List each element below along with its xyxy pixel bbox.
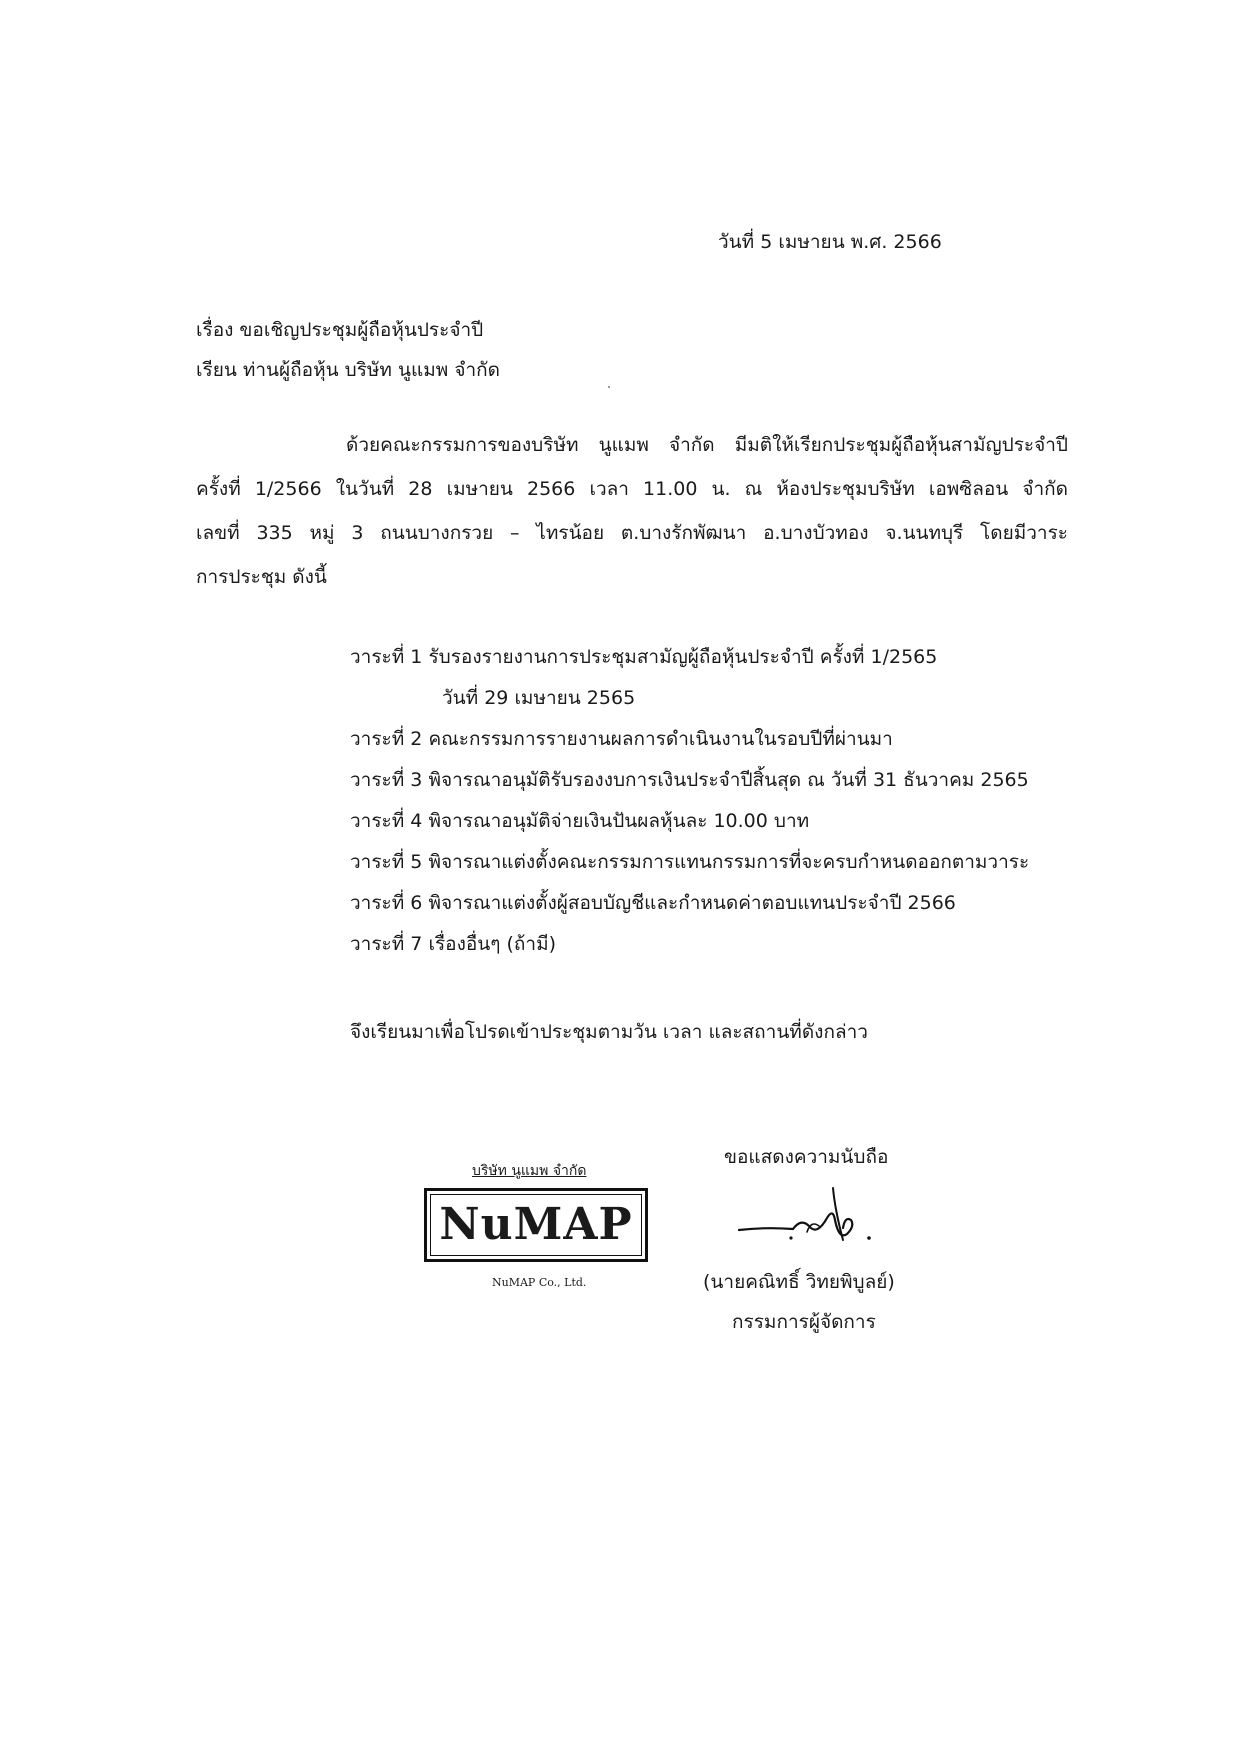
agenda-key: วาระที่ 5	[350, 851, 423, 873]
body-line: การประชุม ดังนี้	[196, 566, 327, 588]
body-paragraph	[196, 433, 1068, 609]
agenda-item	[350, 932, 1029, 973]
agenda-item	[350, 809, 1029, 850]
body-line: ด้วยคณะกรรมการของบริษัท นูแมพ จำกัด มีมติให้เรียกประชุมผู้ถือหุ้นสามัญประจำปี	[346, 434, 1068, 456]
letter-date: วันที่ 5 เมษายน พ.ศ. 2566	[718, 231, 942, 253]
agenda-item	[350, 850, 1029, 891]
agenda-key: วาระที่ 7	[350, 933, 423, 955]
company-stamp-title: บริษัท นูแมพ จำกัด	[472, 1163, 587, 1179]
agenda-text: คณะกรรมการรายงานผลการดำเนินงานในรอบปีที่ผ่านมา	[428, 728, 893, 750]
agenda-item-continuation	[350, 686, 1029, 727]
scan-speck	[608, 386, 610, 388]
agenda-text: พิจารณาอนุมัติจ่ายเงินปันผลหุ้นละ 10.00 บาท	[428, 810, 810, 832]
agenda-text: พิจารณาแต่งตั้งคณะกรรมการแทนกรรมการที่จะครบกำหนดออกตามวาระ	[428, 851, 1030, 873]
letter-subject: เรื่อง ขอเชิญประชุมผู้ถือหุ้นประจำปี	[196, 319, 484, 341]
signatory-name: (นายคณิทธิ์ วิทยพิบูลย์)	[703, 1271, 895, 1293]
agenda-text: รับรองรายงานการประชุมสามัญผู้ถือหุ้นประจำปี ครั้งที่ 1/2565	[428, 646, 938, 668]
agenda-text: เรื่องอื่นๆ (ถ้ามี)	[428, 933, 557, 955]
handwritten-signature	[735, 1180, 905, 1260]
agenda-key: วาระที่ 1	[350, 646, 423, 668]
company-logo-stamp	[424, 1188, 648, 1262]
agenda-text: พิจารณาอนุมัติรับรองงบการเงินประจำปีสิ้นสุด ณ วันที่ 31 ธันวาคม 2565	[428, 769, 1029, 791]
agenda-key: วาระที่ 6	[350, 892, 423, 914]
agenda-item	[350, 645, 1029, 686]
agenda-key: วาระที่ 2	[350, 728, 423, 750]
agenda-text: พิจารณาแต่งตั้งผู้สอบบัญชีและกำหนดค่าตอบแทนประจำปี 2566	[428, 892, 956, 914]
agenda-text: วันที่ 29 เมษายน 2565	[442, 687, 636, 709]
body-line: ครั้งที่ 1/2566 ในวันที่ 28 เมษายน 2566 เวลา 11.00 น. ณ ห้องประชุมบริษัท เอพซิลอน จำกัด	[196, 478, 1068, 500]
agenda-item	[350, 891, 1029, 932]
closing-sentence: จึงเรียนมาเพื่อโปรดเข้าประชุมตามวัน เวลา และสถานที่ดังกล่าว	[350, 1021, 868, 1043]
letter-recipient: เรียน ท่านผู้ถือหุ้น บริษัท นูแมพ จำกัด	[196, 359, 500, 381]
agenda-item	[350, 727, 1029, 768]
company-stamp-english: NuMAP Co., Ltd.	[492, 1276, 587, 1289]
agenda-key: วาระที่ 4	[350, 810, 423, 832]
company-logo-text: NuMAP	[439, 1199, 633, 1250]
agenda-key: วาระที่ 3	[350, 769, 423, 791]
agenda-item	[350, 768, 1029, 809]
respectfully-line: ขอแสดงความนับถือ	[724, 1146, 889, 1168]
agenda-list	[350, 645, 1029, 973]
company-logo-inner-frame	[430, 1194, 642, 1256]
body-line: เลขที่ 335 หมู่ 3 ถนนบางกรวย – ไทรน้อย ต.บางรักพัฒนา อ.บางบัวทอง จ.นนทบุรี โดยมีวาระ	[196, 522, 1068, 544]
signatory-position: กรรมการผู้จัดการ	[732, 1311, 876, 1333]
